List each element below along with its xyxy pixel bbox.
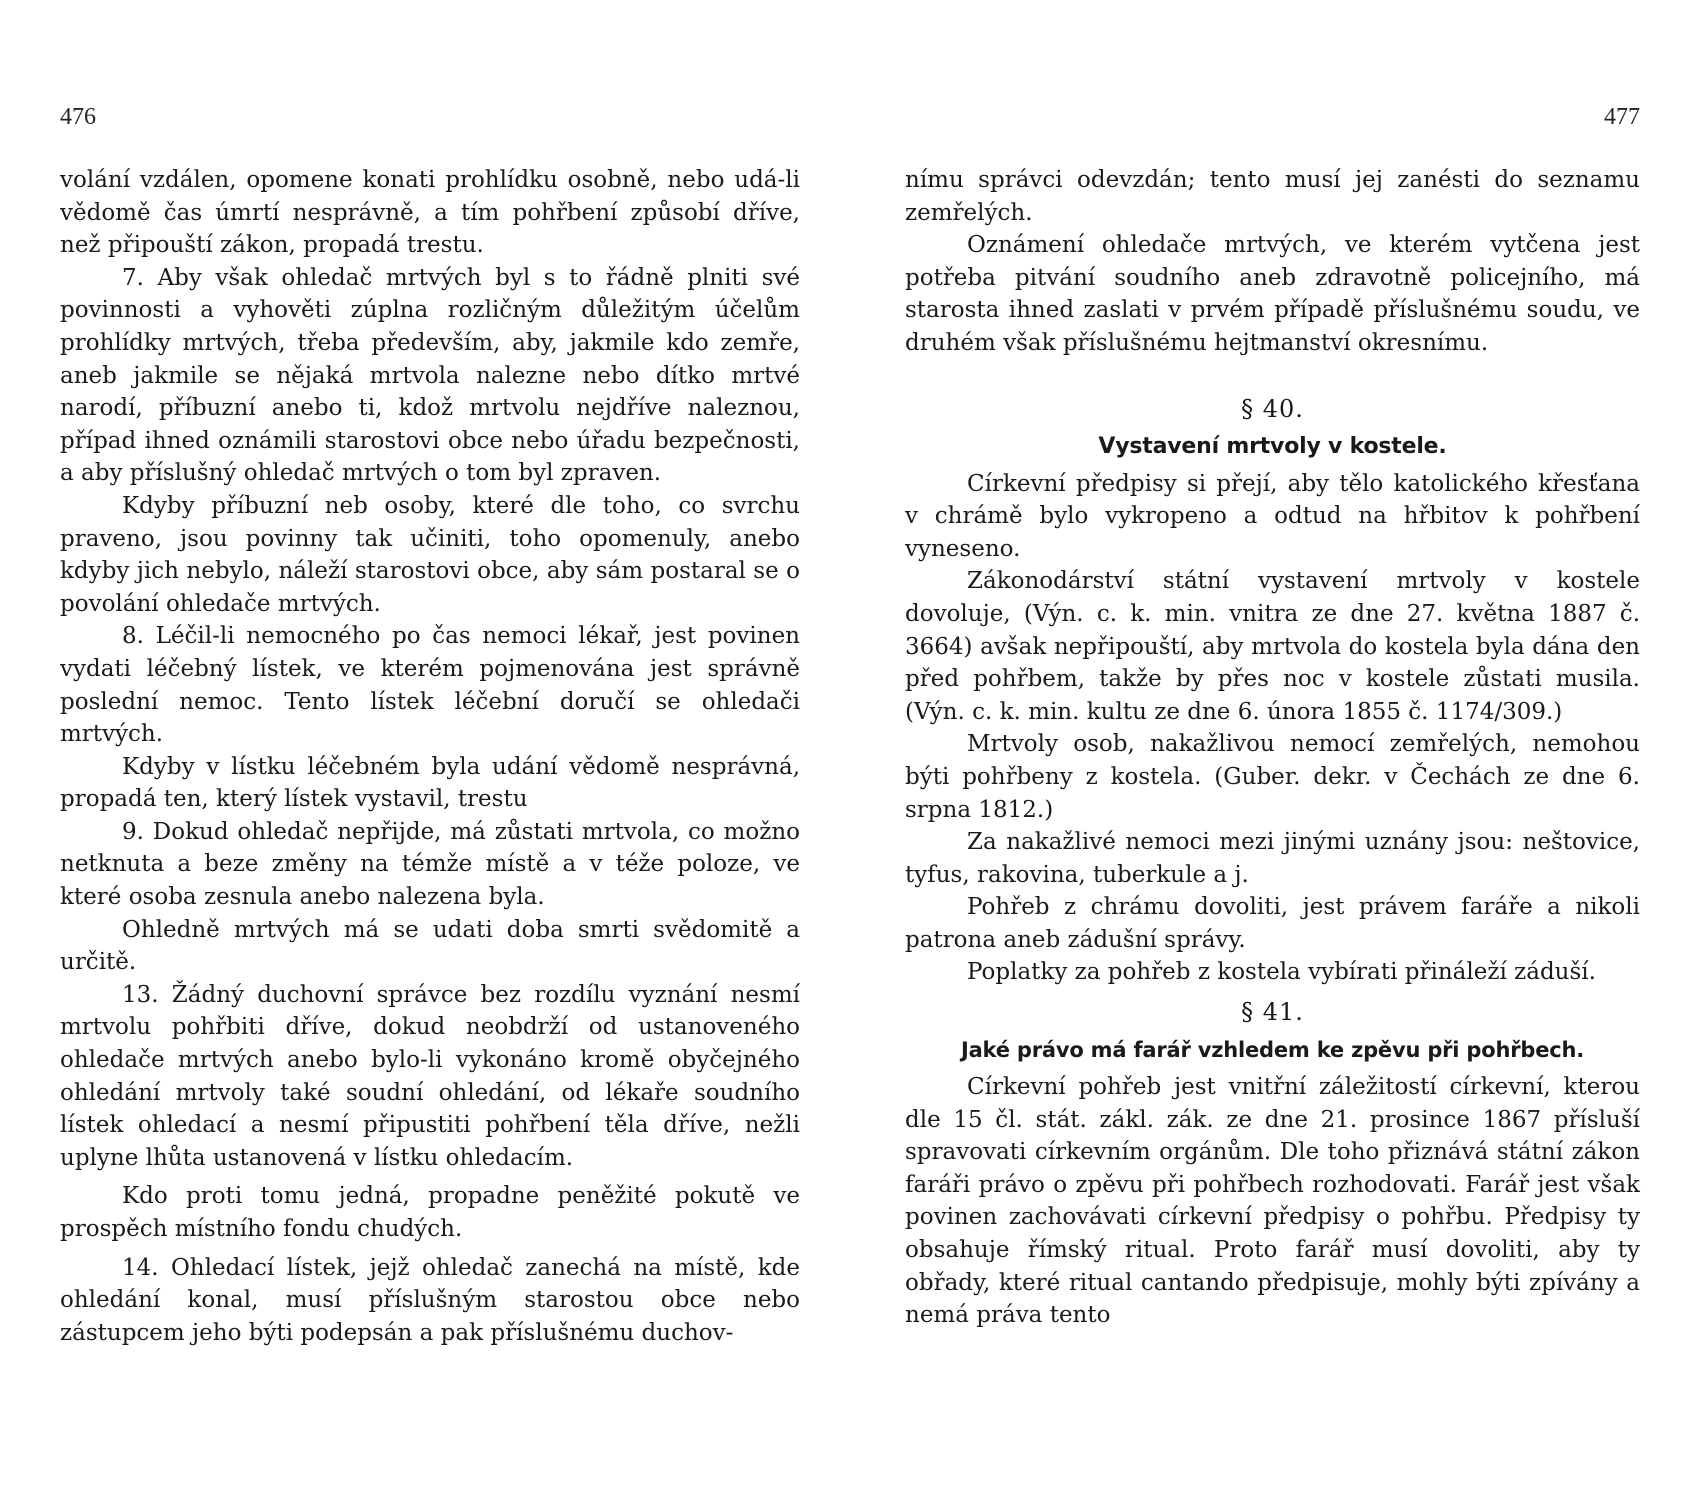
section-number-41: § 41. bbox=[1241, 998, 1304, 1027]
right-page bbox=[905, 0, 1640, 1500]
paragraph: 7. Aby však ohledač mrtvých byl s to řádně plniti své povinnosti a vyhověti zúplna rozličným důležitým účelům prohlídky mrtvých, třeba především, aby, jakmile kdo zemře, aneb jakmile se nějaká mrtvola nalezne nebo dítko mrtvé narodí, příbuzní anebo ti, kdož mrtvolu nejdříve naleznou, případ ihned oznámili starostovi obce nebo úřadu bezpečnosti, a aby příslušný ohledač mrtvých o tom byl zpraven. bbox=[60, 264, 800, 487]
page-number-right: 477 bbox=[1604, 104, 1640, 130]
paragraph: 13. Žádný duchovní správce bez rozdílu vyznání nesmí mrtvolu pohřbiti dříve, dokud neobdrží od ustanoveného ohledače mrtvých anebo bylo-li vykonáno kromě obyčejného ohledání mrtvoly také soudní ohledání, od lékaře soudního lístek ohledací a nesmí připustiti pohřbení těla dříve, nežli uplyne lhůta ustanovená v lístku ohledacím. bbox=[60, 981, 800, 1171]
paragraph: Za nakažlivé nemoci mezi jinými uznány jsou: neštovice, tyfus, rakovina, tuberkule a j. bbox=[905, 829, 1640, 888]
page-number-left: 476 bbox=[60, 104, 96, 130]
paragraph: Kdyby v lístku léčebném byla udání vědomě nesprávná, propadá ten, který lístek vystavil, trestu bbox=[60, 753, 800, 813]
left-page-text bbox=[60, 164, 800, 1349]
paragraph: Církevní předpisy si přejí, aby tělo katolického křesťana v chrámě bylo vykropeno a odtud na hřbitov k pohřbení vyneseno. bbox=[905, 470, 1640, 562]
paragraph: Církevní pohřeb jest vnitřní záležitostí církevní, kterou dle 15 čl. stát. zákl. zák. ze dne 21. prosince 1867 přísluší spravovati církevním orgánům. Dle toho přiznává státní zákon faráři právo o zpěvu při pohřbech rozhodovati. Farář jest však povinen zachovávati církevní předpisy o pohřbu. Předpisy ty obsahuje římský ritual. Proto farář musí dovoliti, aby ty obřady, které ritual cantando předpisuje, mohly býti zpívány a nemá práva tento bbox=[905, 1074, 1640, 1329]
section-title-40: Vystavení mrtvoly v kostele. bbox=[1098, 433, 1447, 459]
paragraph: Ohledně mrtvých má se udati doba smrti svědomitě a určitě. bbox=[60, 916, 800, 976]
paragraph: Oznámení ohledače mrtvých, ve kterém vytčena jest potřeba pitvání soudního aneb zdravotně policejního, má starosta ihned zaslati v prvém případě příslušnému soudu, ve druhém však příslušnému hejtmanství okresnímu. bbox=[905, 232, 1640, 356]
paragraph: Kdyby příbuzní neb osoby, které dle toho, co svrchu praveno, jsou povinny tak učiniti, toho opomenuly, anebo kdyby jich nebylo, náleží starostovi obce, aby sám postaral se o povolání ohledače mrtvých. bbox=[60, 492, 800, 617]
paragraph: nímu správci odevzdán; tento musí jej zanésti do seznamu zemřelých. bbox=[905, 167, 1640, 226]
paragraph: Mrtvoly osob, nakažlivou nemocí zemřelých, nemohou býti pohřbeny z kostela. (Guber. dekr. v Čechách ze dne 6. srpna 1812.) bbox=[905, 731, 1640, 823]
section-title-41: Jaké právo má farář vzhledem ke zpěvu při pohřbech. bbox=[960, 1038, 1585, 1063]
paragraph: Poplatky za pohřeb z kostela vybírati přináleží záduší. bbox=[967, 959, 1596, 986]
left-page bbox=[60, 0, 800, 1500]
section-number-40: § 40. bbox=[1241, 394, 1304, 423]
paragraph: Pohřeb z chrámu dovoliti, jest právem faráře a nikoli patrona aneb zádušní správy. bbox=[905, 894, 1640, 953]
paragraph: volání vzdálen, opomene konati prohlídku osobně, nebo udá-li vědomě čas úmrtí nesprávně, a tím pohřbení způsobí dříve, než připouští zákon, propadá trestu. bbox=[60, 167, 800, 259]
paragraph: 8. Léčil-li nemocného po čas nemoci lékař, jest povinen vydati léčebný lístek, ve kterém pojmenována jest správně poslední nemoc. Tento lístek léčební doručí se ohledači mrtvých. bbox=[60, 623, 800, 748]
paragraph: 9. Dokud ohledač nepřijde, má zůstati mrtvola, co možno netknuta a beze změny na témže místě a v téže poloze, ve které osoba zesnula anebo nalezena byla. bbox=[60, 818, 800, 911]
paragraph: Kdo proti tomu jedná, propadne peněžité pokutě ve prospěch místního fondu chudých. bbox=[60, 1183, 800, 1242]
paragraph: 14. Ohledací lístek, jejž ohledač zanechá na místě, kde ohledání konal, musí příslušným starostou obce nebo zástupcem jeho býti podepsán a pak příslušnému duchov- bbox=[60, 1254, 800, 1346]
paragraph: Zákonodárství státní vystavení mrtvoly v kostele dovoluje, (Výn. c. k. min. vnitra ze dne 27. května 1887 č. 3664) avšak nepřipouští, aby mrtvola do kostela byla dána den před pohřbem, takže by přes noc v kostele zůstati musila. (Výn. c. k. min. kultu ze dne 6. února 1855 č. 1174/309.) bbox=[905, 568, 1640, 725]
right-page-text bbox=[905, 164, 1640, 1332]
